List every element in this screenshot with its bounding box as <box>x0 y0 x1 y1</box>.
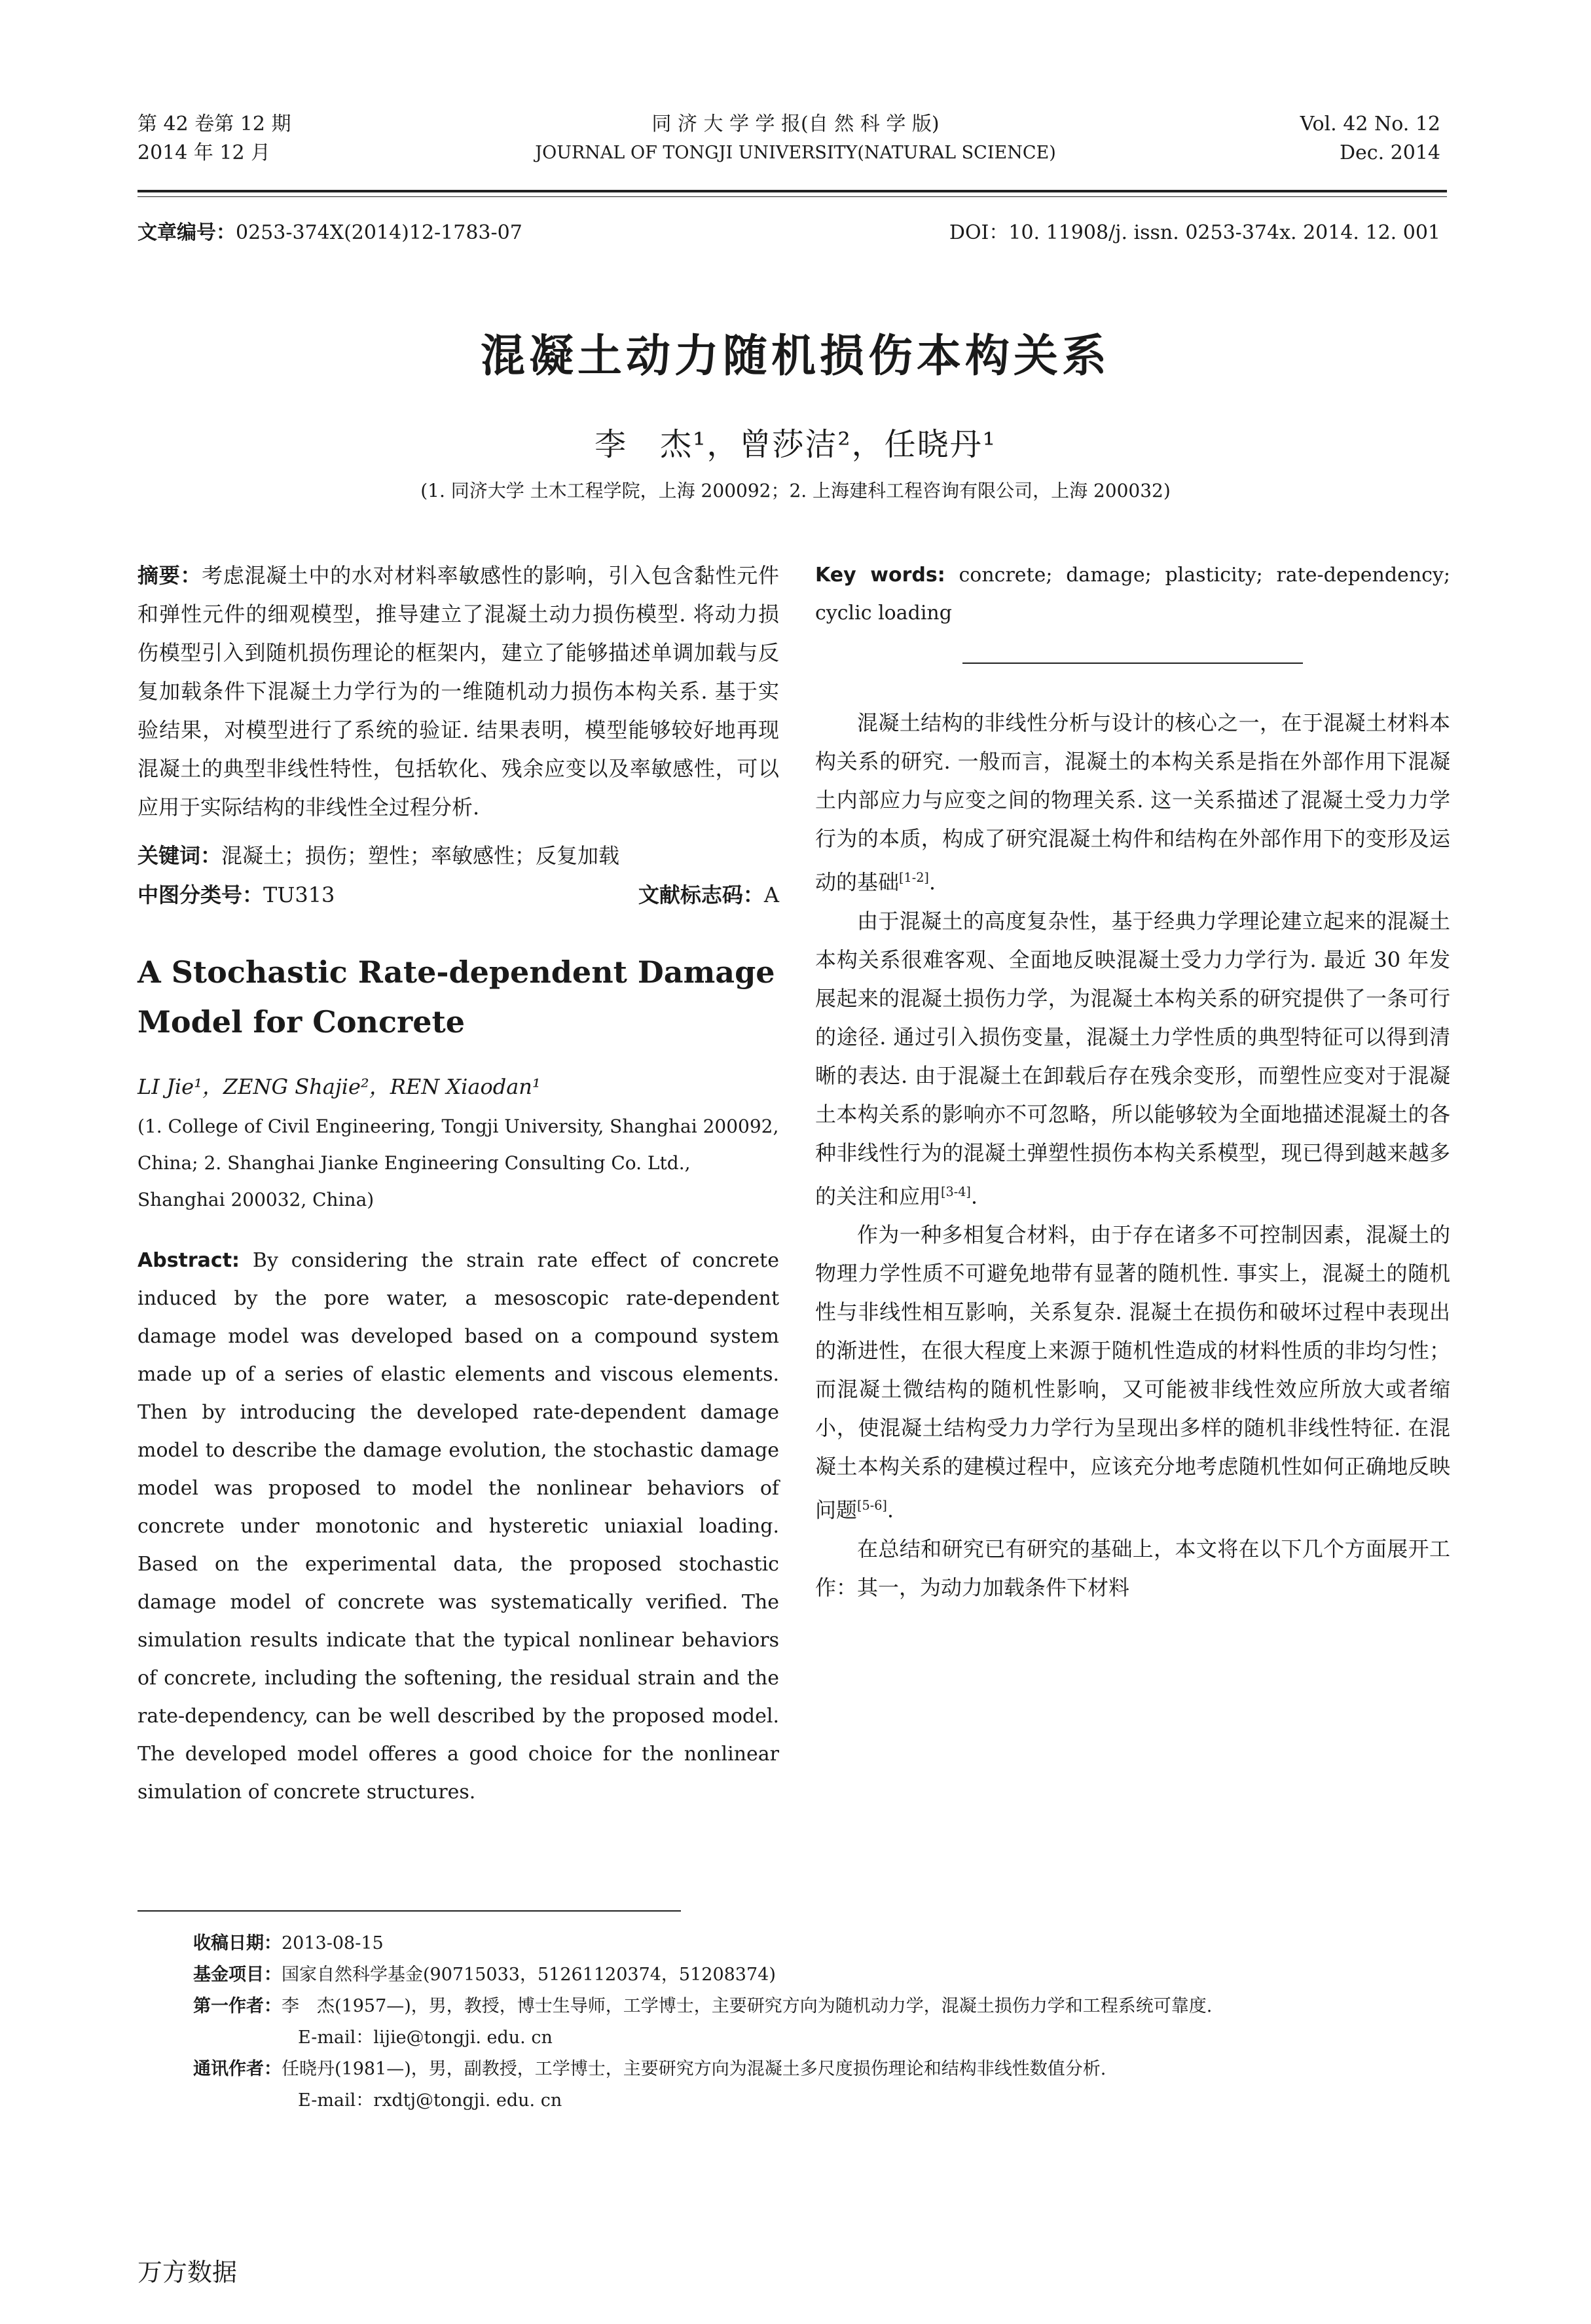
right-column <box>815 556 1450 632</box>
corresponding-email: E-mail：rxdtj@tongji. edu. cn <box>298 2090 562 2111</box>
first-author-email: E-mail：lijie@tongji. edu. cn <box>298 2027 553 2048</box>
first-author-text: 李 杰(1957—)，男，教授，博士生导师，工学博士，主要研究方向为随机动力学，混凝土损伤力学和工程系统可靠度. <box>282 1996 1213 2016</box>
body-paragraph-2: 由于混凝土的高度复杂性，基于经典力学理论建立起来的混凝土本构关系很难客观、全面地反映混凝土受力力学行为. 最近 30 年发展起来的混凝土损伤力学，为混凝土本构关系的研究提供了一条可行的途径. 通过引入损伤变量，混凝土力学性质的典型特征可以得到清晰的表达. 由于混凝土在卸载后存在残余变形，而塑性应变对于混凝土本构关系的影响亦不可忽略，所以能够较为全面地描述混凝土的各种非线性行为的混凝土弹塑性损伤本构关系模型，现已得到越来越多的关注和应用[3-4]. <box>815 908 1450 1209</box>
body-paragraph-1: 混凝土结构的非线性分析与设计的核心之一，在于混凝土材料本构关系的研究. 一般而言，混凝土的本构关系是指在外部作用下混凝土内部应力与应变之间的物理关系. 这一关系描述了混凝土受力力学行为的本质，构成了研究混凝土构件和结构在外部作用下的变形及运动的基础[1-2]. <box>815 710 1450 895</box>
keywords-cn <box>137 836 779 875</box>
footnote-first-author <box>193 1991 1404 2022</box>
abstract-cn-label: 摘要： <box>137 563 202 588</box>
received-date: 2013-08-15 <box>282 1933 384 1953</box>
fund-text: 国家自然科学基金(90715033，51261120374，51208374) <box>282 1965 776 1985</box>
keywords-cn-label: 关键词： <box>137 843 222 868</box>
keywords-divider <box>962 663 1303 664</box>
body-text <box>815 704 1450 1607</box>
keywords-en <box>815 556 1450 632</box>
abstract-en-text: By considering the strain rate effect of concrete induced by the pore water, a mesoscopic rate-dependent damage model was developed based on a compound system made up of a series of elastic elements and viscous elements. Then by introducing the developed rate-dependent damage model to describe the damage evolution, the stochastic damage model was proposed to model the nonlinear behaviors of concrete under monotonic and hysteretic uniaxial loading. Based on the experimental data, the proposed stochastic damage model of concrete was systematically verified. The simulation results indicate that the typical nonlinear behaviors of concrete, including the softening, the residual strain and the rate-dependency, can be well described by the proposed model. The developed model offeres a good choice for the nonlinear simulation of concrete structures. <box>137 1249 779 1804</box>
header-date-en: Dec. 2014 <box>1339 141 1440 164</box>
abstract-en-label: Abstract: <box>137 1249 240 1272</box>
footnote-fund <box>193 1959 1404 1991</box>
article-number <box>137 216 522 245</box>
fund-label: 基金项目： <box>193 1965 282 1985</box>
body-paragraph-3: 作为一种多相复合材料，由于存在诸多不可控制因素，混凝土的物理力学性质不可避免地带有显著的随机性. 事实上，混凝土的随机性与非线性相互影响，关系复杂. 混凝土在损伤和破坏过程中表现出的渐进性，在很大程度上来源于随机性造成的材料性质的非均匀性；而混凝土微结构的随机性影响，又可能被非线性效应所放大或者缩小，使混凝土结构受力力学行为呈现出多样的随机非线性特征. 在混凝土本构关系的建模过程中，应该充分地考虑随机性如何正确地反映问题[5-6]. <box>815 1222 1450 1523</box>
affiliations: (1. 同济大学 土木工程学院，上海 200092；2. 上海建科工程咨询有限公司，上海 200032) <box>420 480 1171 501</box>
corresponding-label: 通讯作者： <box>193 2059 282 2079</box>
corresponding-text: 任晓丹(1981—)，男，副教授，工学博士，主要研究方向为混凝土多尺度损伤理论和结构非线性数值分析. <box>282 2059 1106 2079</box>
abstract-en <box>137 1242 779 1811</box>
doi: DOI：10. 11908/j. issn. 0253-374x. 2014. 12. 001 <box>949 221 1440 244</box>
clc <box>137 875 335 915</box>
english-authors: LI Jie¹，ZENG Shajie²，REN Xiaodan¹ <box>137 1074 541 1099</box>
body-p3-text: 作为一种多相复合材料，由于存在诸多不可控制因素，混凝土的物理力学性质不可避免地带有显著的随机性. 事实上，混凝土的随机性与非线性相互影响，关系复杂. 混凝土在损伤和破坏过程中表现出的渐进性，在很大程度上来源于随机性造成的材料性质的非均匀性；而混凝土微结构的随机性影响，又可能被非线性效应所放大或者缩小，使混凝土结构受力力学行为呈现出多样的随机非线性特征. 在混凝土本构关系的建模过程中，应该充分地考虑随机性如何正确地反映问题 <box>815 1222 1450 1523</box>
paper-title: 混凝土动力随机损伤本构关系 <box>480 331 1110 382</box>
keywords-en-text: concrete; damage; plasticity; rate-dependency; cyclic loading <box>815 564 1450 625</box>
body-p1-text: 混凝土结构的非线性分析与设计的核心之一，在于混凝土材料本构关系的研究. 一般而言，混凝土的本构关系是指在外部作用下混凝土内部应力与应变之间的物理关系. 这一关系描述了混凝土受力力学行为的本质，构成了研究混凝土构件和结构在外部作用下的变形及运动的基础 <box>815 710 1450 895</box>
english-title: A Stochastic Rate-dependent Damage Model for Concrete <box>137 954 775 1040</box>
keywords-cn-text: 混凝土；损伤；塑性；率敏感性；反复加载 <box>221 843 620 868</box>
watermark: 万方数据 <box>137 2258 238 2287</box>
journal-name-cn: 同 济 大 学 学 报(自 然 科 学 版) <box>651 113 940 136</box>
classification-row <box>137 875 779 915</box>
article-number-value: 0253-374X(2014)12-1783-07 <box>236 221 522 244</box>
doc-code <box>638 875 779 915</box>
footnotes <box>193 1928 1404 2116</box>
header-volume: 第 42 卷第 12 期 <box>137 113 291 136</box>
body-paragraph-4: 在总结和研究已有研究的基础上，本文将在以下几个方面展开工作：其一，为动力加载条件下材料 <box>815 1536 1450 1600</box>
first-author-label: 第一作者： <box>193 1996 282 2016</box>
body-p2-text: 由于混凝土的高度复杂性，基于经典力学理论建立起来的混凝土本构关系很难客观、全面地反映混凝土受力力学行为. 最近 30 年发展起来的混凝土损伤力学，为混凝土本构关系的研究提供了一条可行的途径. 通过引入损伤变量，混凝土力学性质的典型特征可以得到清晰的表达. 由于混凝土在卸载后存在残余变形，而塑性应变对于混凝土本构关系的影响亦不可忽略，所以能够较为全面地描述混凝土的各种非线性行为的混凝土弹塑性损伤本构关系模型，现已得到越来越多的关注和应用 <box>815 908 1450 1209</box>
citation-3: [5-6] <box>857 1498 887 1514</box>
clc-label: 中图分类号： <box>137 882 264 907</box>
footnote-received <box>193 1928 1404 1959</box>
left-column <box>137 556 779 1811</box>
english-affiliations: (1. College of Civil Engineering, Tongji University, Shanghai 200092, China; 2. Shanghai Jianke Engineering Consulting Co. Ltd., Shanghai 200032, China) <box>137 1116 779 1210</box>
footnote-rule <box>137 1910 681 1912</box>
received-label: 收稿日期： <box>193 1933 282 1953</box>
header-rule <box>137 190 1447 192</box>
doc-code-label: 文献标志码： <box>638 882 764 907</box>
doc-code-value: A <box>763 882 779 907</box>
footnote-corresponding <box>193 2054 1404 2085</box>
abstract-cn-text: 考虑混凝土中的水对材料率敏感性的影响，引入包含黏性元件和弹性元件的细观模型，推导建立了混凝土动力损伤模型. 将动力损伤模型引入到随机损伤理论的框架内，建立了能够描述单调加载与反复加载条件下混凝土力学行为的一维随机动力损伤本构关系. 基于实验结果，对模型进行了系统的验证. 结果表明，模型能够较好地再现混凝土的典型非线性特性，包括软化、残余应变以及率敏感性，可以应用于实际结构的非线性全过程分析. <box>137 563 779 820</box>
header-vol-en: Vol. 42 No. 12 <box>1300 113 1440 136</box>
header-date: 2014 年 12 月 <box>137 141 271 164</box>
abstract-cn <box>137 556 779 827</box>
authors: 李 杰¹，曾莎洁²，任晓丹¹ <box>594 426 997 463</box>
header-rule-thin <box>137 196 1447 197</box>
header-issue-en <box>1300 110 1440 168</box>
journal-name-en: JOURNAL OF TONGJI UNIVERSITY(NATURAL SCIENCE) <box>535 143 1056 163</box>
clc-value: TU313 <box>263 882 335 907</box>
citation-1: [1-2] <box>899 870 929 885</box>
keywords-en-label: Key words: <box>815 564 945 587</box>
article-number-label: 文章编号： <box>137 221 236 244</box>
citation-2: [3-4] <box>941 1184 971 1199</box>
